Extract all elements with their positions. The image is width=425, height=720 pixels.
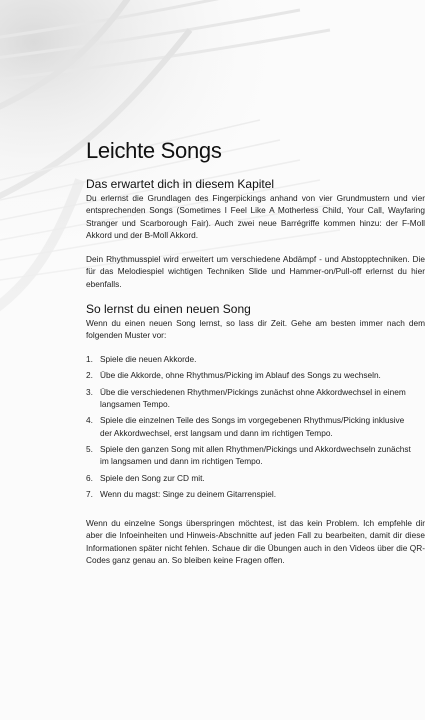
list-item-number: 1.	[86, 354, 93, 364]
paragraph-rhythm-techniques: Dein Rhythmusspiel wird erweitert um verschiedene Abdämpf - und Abstopptechniken. Die für das Melodiespiel wichtigen Techniken Slide und Hammer-on/Pull-off erlernst du hier ebenfalls.	[86, 254, 425, 289]
list-item	[86, 488, 411, 500]
list-item-text: Übe die verschiedenen Rhythmen/Pickings zunächst ohne Akkordwechsel in einem langsamen Tempo.	[100, 386, 406, 409]
list-item	[86, 369, 411, 381]
list-item-number: 4.	[86, 415, 93, 426]
list-item	[86, 353, 411, 365]
list-item-number: 3.	[86, 386, 93, 397]
paragraph-chapter-overview: Du erlernst die Grundlagen des Fingerpickings anhand von vier Grundmustern und vier entsprechenden Songs (Sometimes I Feel Like A Motherless Child, Your Call, Wayfaring Stranger und Scarborough Fair). Auch zwei neue Barrégriffe kommen hinzu: der F-Moll Akkord und der B-Moll Akkord.	[86, 193, 425, 240]
section-heading-chapter-overview: Das erwartet dich in diesem Kapitel	[86, 177, 275, 191]
paragraph-learn-song-intro: Wenn du einen neuen Song lernst, so lass dir Zeit. Gehe am besten immer nach dem folgenden Muster vor:	[86, 318, 425, 341]
list-item-text: Übe die Akkorde, ohne Rhythmus/Picking im Ablauf des Songs zu wechseln.	[100, 370, 381, 381]
section-heading-learn-song: So lernst du einen neuen Song	[86, 302, 251, 316]
list-item	[86, 386, 411, 410]
page-content	[86, 0, 425, 720]
list-item	[86, 443, 411, 467]
list-item-number: 6.	[86, 472, 93, 483]
list-item-number: 5.	[86, 443, 93, 454]
list-item-number: 2.	[86, 370, 93, 381]
list-item-text: Spiele den ganzen Song mit allen Rhythmen/Pickings und Akkordwechseln zunächst im langsamen und dann im richtigen Tempo.	[100, 443, 411, 467]
list-item	[86, 472, 411, 484]
page-title: Leichte Songs	[86, 138, 222, 163]
learning-steps-list	[86, 353, 411, 504]
list-item	[86, 414, 411, 438]
paragraph-skip-songs: Wenn du einzelne Songs überspringen möchtest, ist das kein Problem. Ich empfehle dir aber die Infoeinheiten und Hinweis-Abschnitte auf jeden Fall zu bearbeiten, damit dir diese Informationen später nicht fehlen. Schaue dir die Übungen auch in den Videos über die QR-Codes ganz genau an. So bleiben keine Fragen offen.	[86, 518, 425, 565]
list-item-text: Spiele den Song zur CD mit.	[100, 472, 205, 483]
list-item-number: 7.	[86, 488, 93, 499]
list-item-text: Wenn du magst: Singe zu deinem Gitarrenspiel.	[100, 488, 277, 499]
list-item-text: Spiele die einzelnen Teile des Songs im vorgegebenen Rhythmus/Picking inklusive der Akkordwechsel, erst langsam und dann im richtigen Tempo.	[100, 415, 405, 438]
list-item-text: Spiele die neuen Akkorde.	[100, 354, 197, 364]
